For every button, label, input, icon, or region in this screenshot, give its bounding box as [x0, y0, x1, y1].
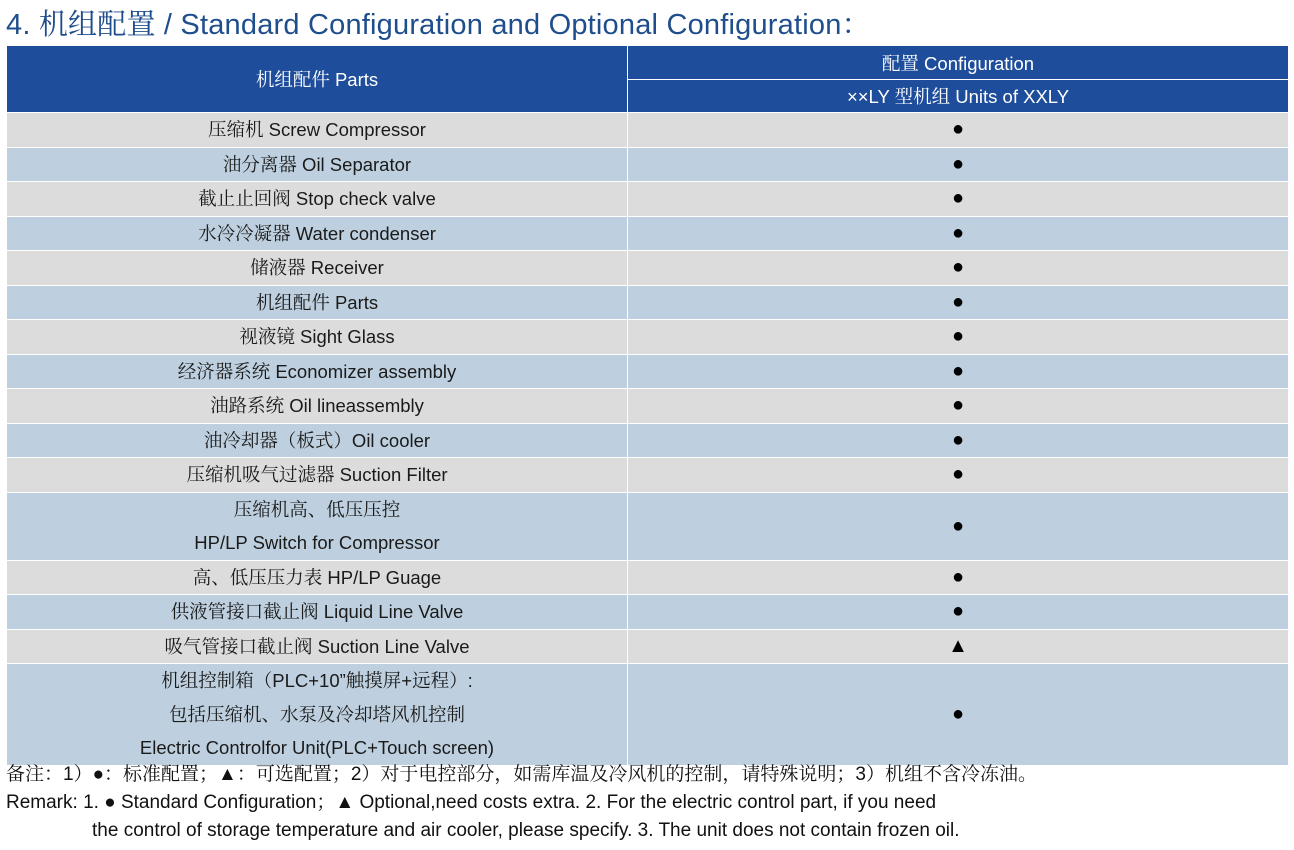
part-name-cell [7, 629, 628, 664]
standard-mark-icon: ● [951, 565, 965, 588]
configuration-cell [628, 664, 1289, 766]
remarks [6, 761, 1037, 845]
configuration-table [6, 45, 1289, 766]
page-title: 4. 机组配置 / Standard Configuration and Optional Configuration： [6, 9, 871, 41]
table-row [7, 629, 1289, 664]
part-name-cell [7, 354, 628, 389]
standard-mark-icon: ● [951, 187, 965, 210]
part-name-cell [7, 664, 628, 766]
standard-mark-icon: ● [951, 256, 965, 279]
table-row [7, 458, 1289, 493]
part-name-line: 压缩机高、低压压控 [233, 498, 401, 520]
part-name-line: 油路系统 Oil lineassembly [210, 395, 424, 416]
standard-mark-icon: ● [951, 290, 965, 313]
standard-mark-icon: ● [951, 221, 965, 244]
table-row [7, 354, 1289, 389]
configuration-cell [628, 320, 1289, 355]
part-name-line: 油分离器 Oil Separator [222, 153, 412, 175]
part-name-line: 视液镜 Sight Glass [239, 326, 395, 347]
configuration-cell [628, 560, 1289, 595]
table-row [7, 560, 1289, 595]
remark-english-line2: the control of storage temperature and air cooler, please specify. 3. The unit does not contain frozen oil. [92, 820, 960, 841]
configuration-cell [628, 285, 1289, 320]
table-row [7, 389, 1289, 424]
part-name-line: 包括压缩机、水泵及冷却塔风机控制 [168, 703, 465, 725]
part-name-line: 水冷冷凝器 Water condenser [198, 222, 436, 244]
part-name-cell [7, 389, 628, 424]
part-name-line: 机组控制箱（PLC+10”触摸屏+远程）: [161, 670, 473, 691]
remark-english-line1: Remark: 1. ● Standard Configuration；▲ Optional,need costs extra. 2. For the electric control part, if you need [6, 792, 937, 813]
configuration-cell [628, 629, 1289, 664]
table-row [7, 182, 1289, 217]
standard-mark-icon: ● [951, 514, 965, 537]
part-name-cell [7, 113, 628, 148]
part-name-line: 高、低压压力表 HP/LP Guage [192, 566, 442, 588]
part-name-cell [7, 216, 628, 251]
part-name-cell [7, 595, 628, 630]
table-row [7, 423, 1289, 458]
standard-mark-icon: ● [951, 600, 965, 623]
standard-mark-icon: ● [951, 428, 965, 451]
part-name-line: 供液管接口截止阀 Liquid Line Valve [170, 601, 464, 622]
standard-mark-icon: ● [951, 325, 965, 348]
optional-mark-icon: ▲ [948, 634, 968, 657]
configuration-cell [628, 423, 1289, 458]
standard-mark-icon: ● [951, 394, 965, 417]
standard-mark-icon: ● [951, 152, 965, 175]
table-row [7, 147, 1289, 182]
standard-mark-icon: ● [951, 463, 965, 486]
part-name-cell [7, 423, 628, 458]
table-row [7, 216, 1289, 251]
configuration-cell [628, 113, 1289, 148]
standard-mark-icon: ● [951, 359, 965, 382]
part-name-line: 经济器系统 Economizer assembly [177, 360, 457, 382]
remark-chinese: 备注：1）●：标准配置；▲：可选配置；2）对于电控部分，如需库温及冷风机的控制，请特殊说明；3）机组不含冷冻油。 [6, 764, 1037, 785]
configuration-cell [628, 492, 1289, 560]
part-name-line: 压缩机吸气过滤器 Suction Filter [186, 464, 448, 485]
table-row [7, 285, 1289, 320]
configuration-header: 配置 Configuration [628, 46, 1289, 80]
part-name-line: 吸气管接口截止阀 Suction Line Valve [164, 635, 470, 657]
part-name-line: 压缩机 Screw Compressor [208, 119, 426, 140]
table-row [7, 595, 1289, 630]
configuration-cell [628, 354, 1289, 389]
table-body [7, 113, 1289, 766]
configuration-cell [628, 458, 1289, 493]
configuration-cell [628, 389, 1289, 424]
table-row [7, 320, 1289, 355]
table-row [7, 251, 1289, 286]
table-row [7, 664, 1289, 766]
part-name-line: 油冷却器（板式）Oil cooler [203, 429, 431, 451]
configuration-cell [628, 147, 1289, 182]
standard-mark-icon: ● [951, 702, 965, 725]
part-name-cell [7, 251, 628, 286]
configuration-cell [628, 182, 1289, 217]
part-name-cell [7, 320, 628, 355]
table-row [7, 492, 1289, 560]
part-name-line: 截止止回阀 Stop check valve [198, 188, 436, 209]
part-name-line: HP/LP Switch for Compressor [194, 532, 440, 553]
part-name-cell [7, 492, 628, 560]
parts-header: 机组配件 Parts [7, 46, 628, 113]
part-name-cell [7, 182, 628, 217]
configuration-cell [628, 595, 1289, 630]
configuration-cell [628, 251, 1289, 286]
part-name-cell [7, 458, 628, 493]
part-name-line: Electric Controlfor Unit(PLC+Touch screen) [139, 737, 495, 758]
configuration-cell [628, 216, 1289, 251]
part-name-cell [7, 560, 628, 595]
part-name-cell [7, 285, 628, 320]
part-name-line: 机组配件 Parts [255, 291, 379, 313]
standard-mark-icon: ● [951, 118, 965, 141]
units-header: ××LY 型机组 Units of XXLY [628, 80, 1289, 113]
table-row [7, 113, 1289, 148]
part-name-line: 储液器 Receiver [250, 257, 384, 278]
part-name-cell [7, 147, 628, 182]
